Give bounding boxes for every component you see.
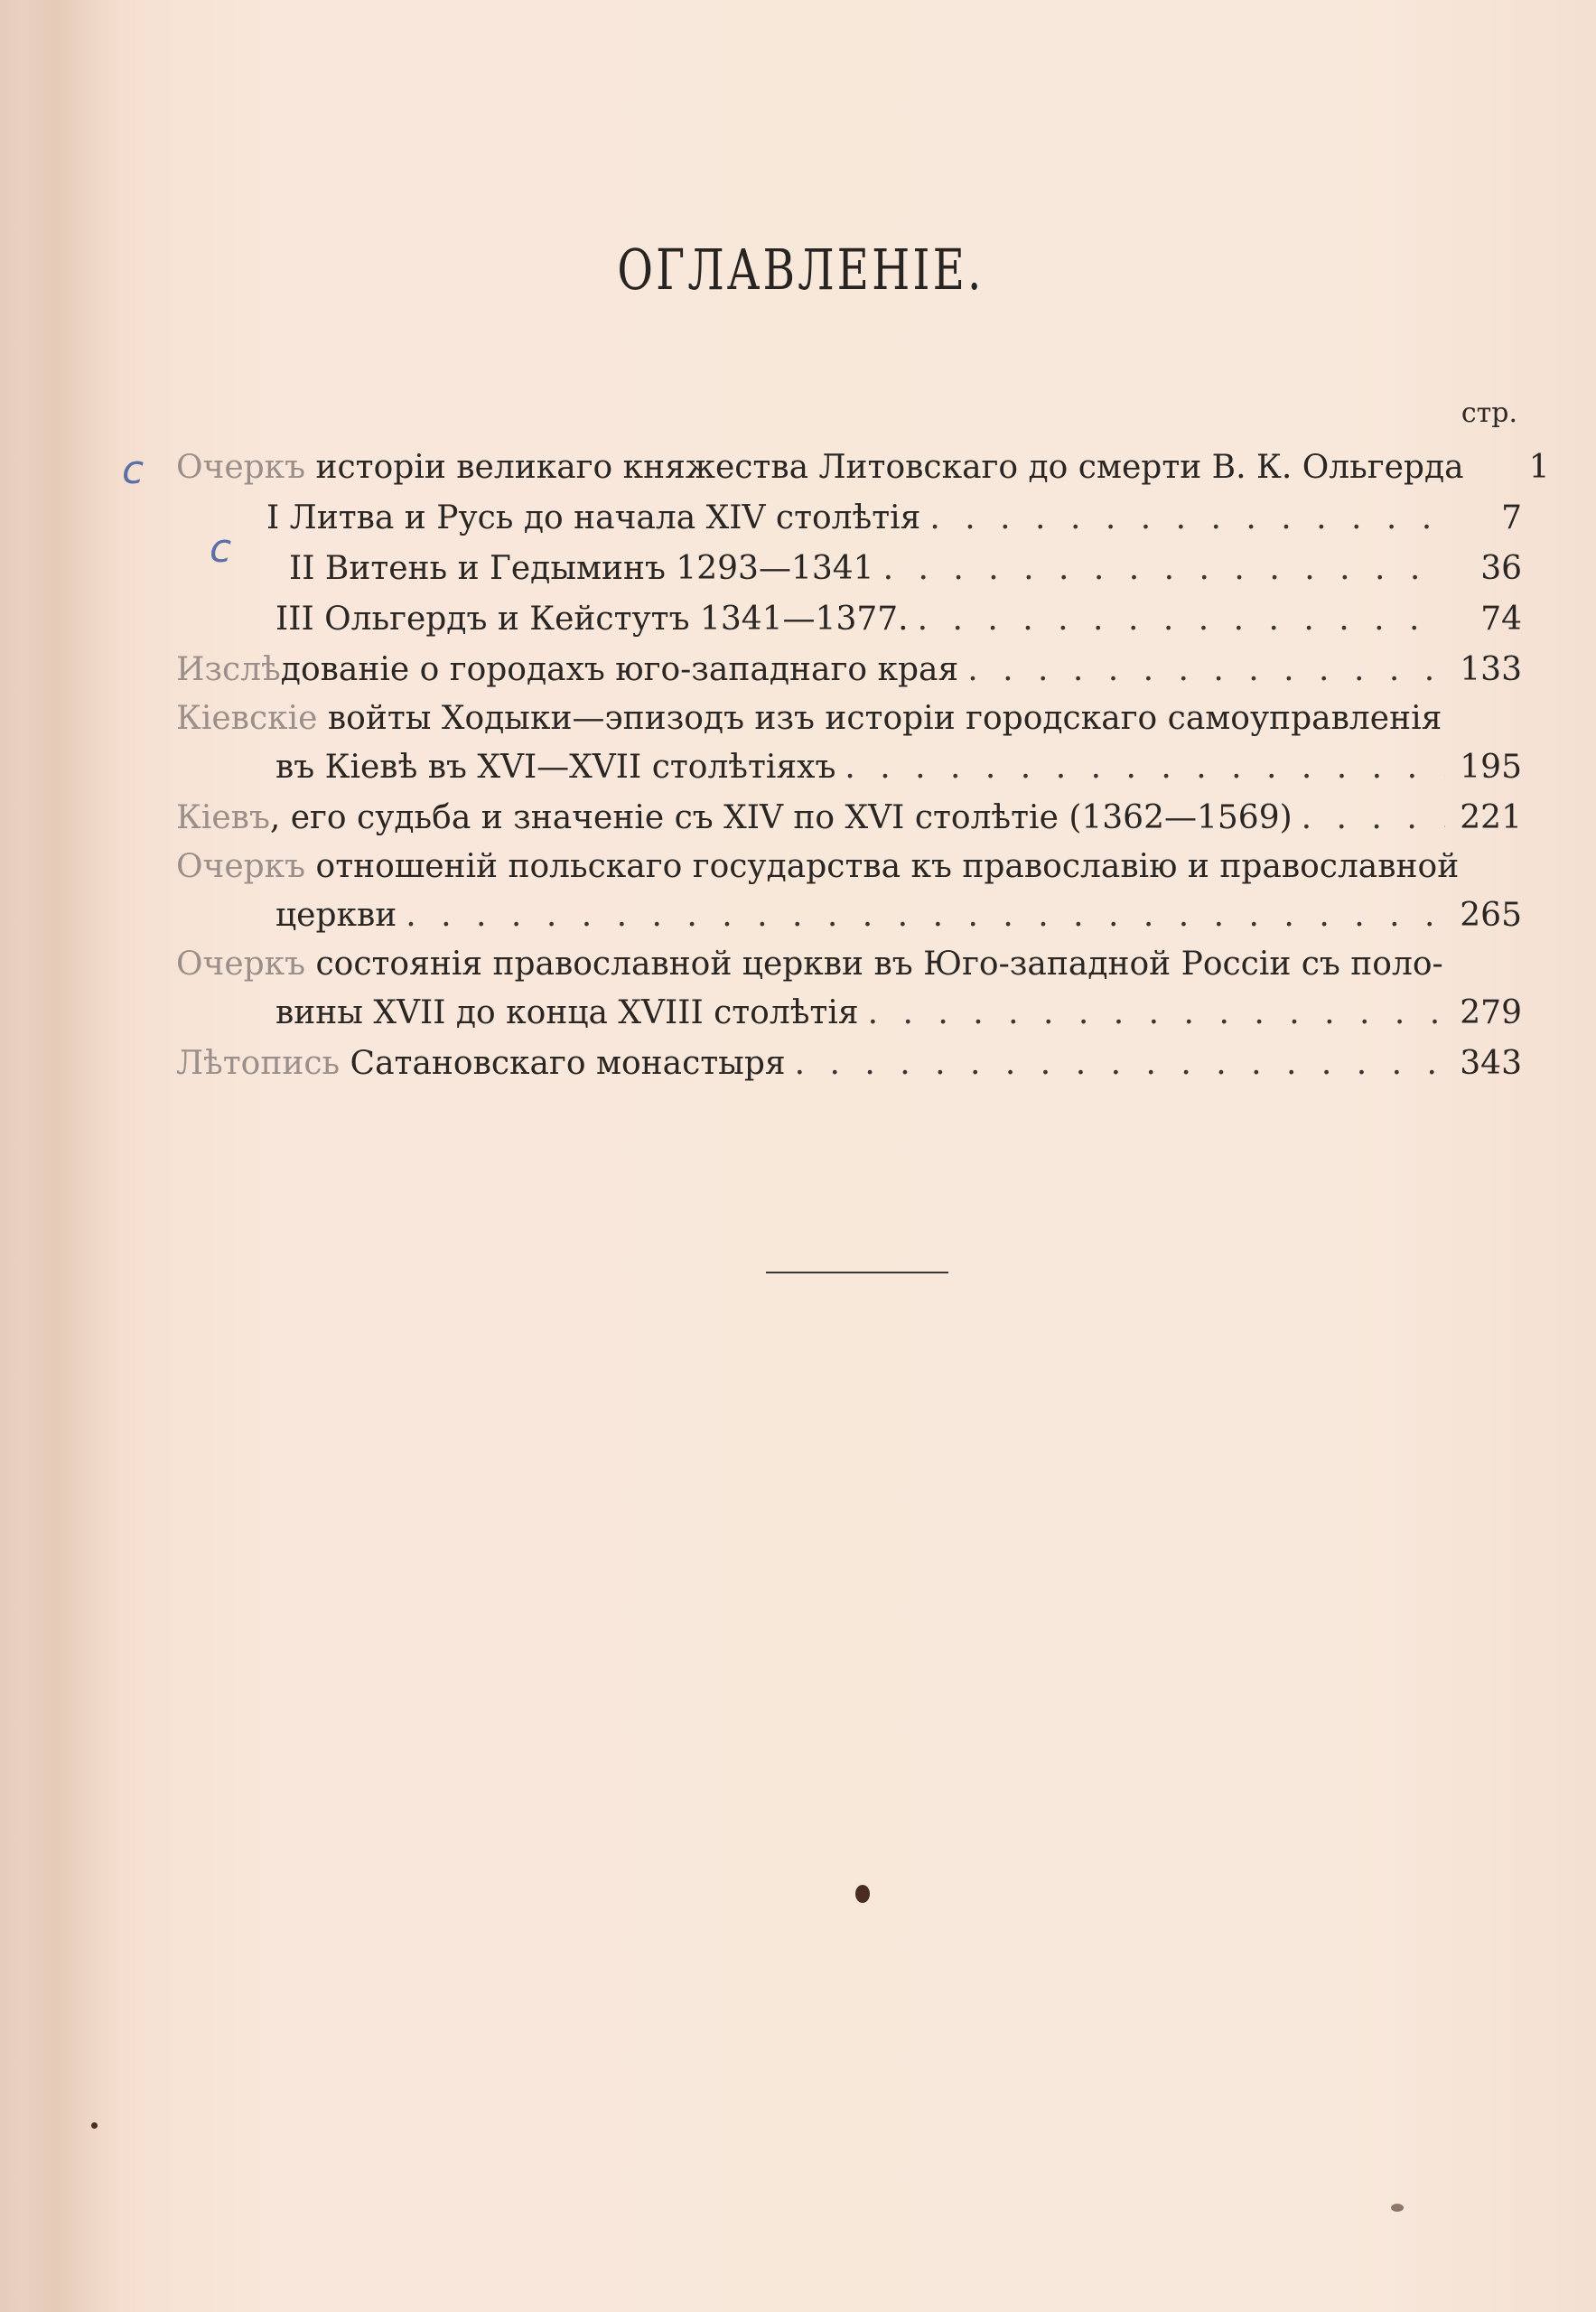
toc-entry <box>176 941 1522 988</box>
dot-leader <box>845 742 1445 793</box>
dot-leader <box>883 544 1445 594</box>
dot-leader <box>406 890 1445 941</box>
toc-entry-title: Кіевъ, его судьба и значеніе съ XIV по XVI столѣтіе (1362—1569) <box>176 799 1293 836</box>
toc-entry-continuation <box>176 890 1522 941</box>
toc-entry-title: III Ольгердъ и Кейстутъ 1341—1377. <box>275 601 909 638</box>
toc-entry <box>176 544 1522 594</box>
page-column-label: стр. <box>1461 397 1517 429</box>
dot-leader <box>967 645 1445 695</box>
dot-leader <box>795 1039 1445 1089</box>
toc-entry <box>176 844 1522 890</box>
toc-entry-title: I Литва и Русь до начала XIV столѣтія <box>266 499 921 536</box>
ink-spot <box>1391 2204 1404 2212</box>
toc-entry <box>176 493 1522 544</box>
pencil-mark-2: с <box>210 526 232 572</box>
toc-entry <box>176 793 1522 844</box>
dot-leader <box>918 594 1445 645</box>
toc-entry <box>176 695 1522 742</box>
toc-entry-title: Очеркъ отношеній польскаго государства къ православію и православной <box>176 848 1460 885</box>
toc-page-number: 133 <box>1460 651 1522 688</box>
toc-entry-title-continued: церкви <box>275 897 397 934</box>
toc-entry <box>176 645 1522 695</box>
pencil-mark-1: с <box>122 447 145 493</box>
toc-page-number: 279 <box>1460 994 1522 1031</box>
end-rule <box>766 1272 948 1273</box>
toc-entry-continuation <box>176 988 1522 1039</box>
toc-entry-title: Лѣтопись Сатановскаго монастыря <box>176 1045 786 1082</box>
ink-spot <box>91 2122 98 2129</box>
toc-entry-title-continued: въ Кіевѣ въ XVI—XVII столѣтіяхъ <box>275 749 836 786</box>
toc-entry-title: Очеркъ исторіи великаго княжества Литовскаго до смерти В. К. Ольгерда <box>176 449 1464 486</box>
toc-entry <box>176 594 1522 645</box>
dot-leader <box>929 493 1445 544</box>
toc-entry-title-continued: вины XVII до конца XVIII столѣтія <box>275 994 859 1031</box>
dot-leader <box>868 988 1445 1039</box>
toc-entry-title: Очеркъ состоянія православной церкви въ Юго-западной Россіи съ поло- <box>176 946 1443 983</box>
toc-page-number: 74 <box>1480 601 1522 638</box>
toc-page-number: 221 <box>1460 799 1522 836</box>
toc-entry-title: II Витень и Гедыминъ 1293—1341 <box>289 550 874 587</box>
toc-entry <box>176 443 1550 493</box>
toc-page-number: 265 <box>1460 897 1522 934</box>
toc-entry-title: Изслѣдованіе о городахъ юго-западнаго края <box>176 651 959 688</box>
toc-page-number: 1 <box>1528 449 1550 486</box>
toc-entry <box>176 1039 1522 1089</box>
dot-leader <box>1302 793 1445 844</box>
toc-page-number: 343 <box>1460 1045 1522 1082</box>
toc-page-number: 195 <box>1460 749 1522 786</box>
toc-page-number: 36 <box>1480 550 1522 587</box>
table-of-contents <box>176 443 1550 1089</box>
toc-entry-continuation <box>176 742 1522 793</box>
toc-entry-title: Кіевскіе войты Ходыки—эпизодъ изъ исторіи городскаго самоуправленія <box>176 700 1442 737</box>
page-heading: ОГЛАВЛЕНІЕ. <box>617 237 985 303</box>
ink-spot <box>855 1885 870 1903</box>
gutter-shadow <box>0 0 117 2312</box>
toc-page-number: 7 <box>1501 499 1522 536</box>
